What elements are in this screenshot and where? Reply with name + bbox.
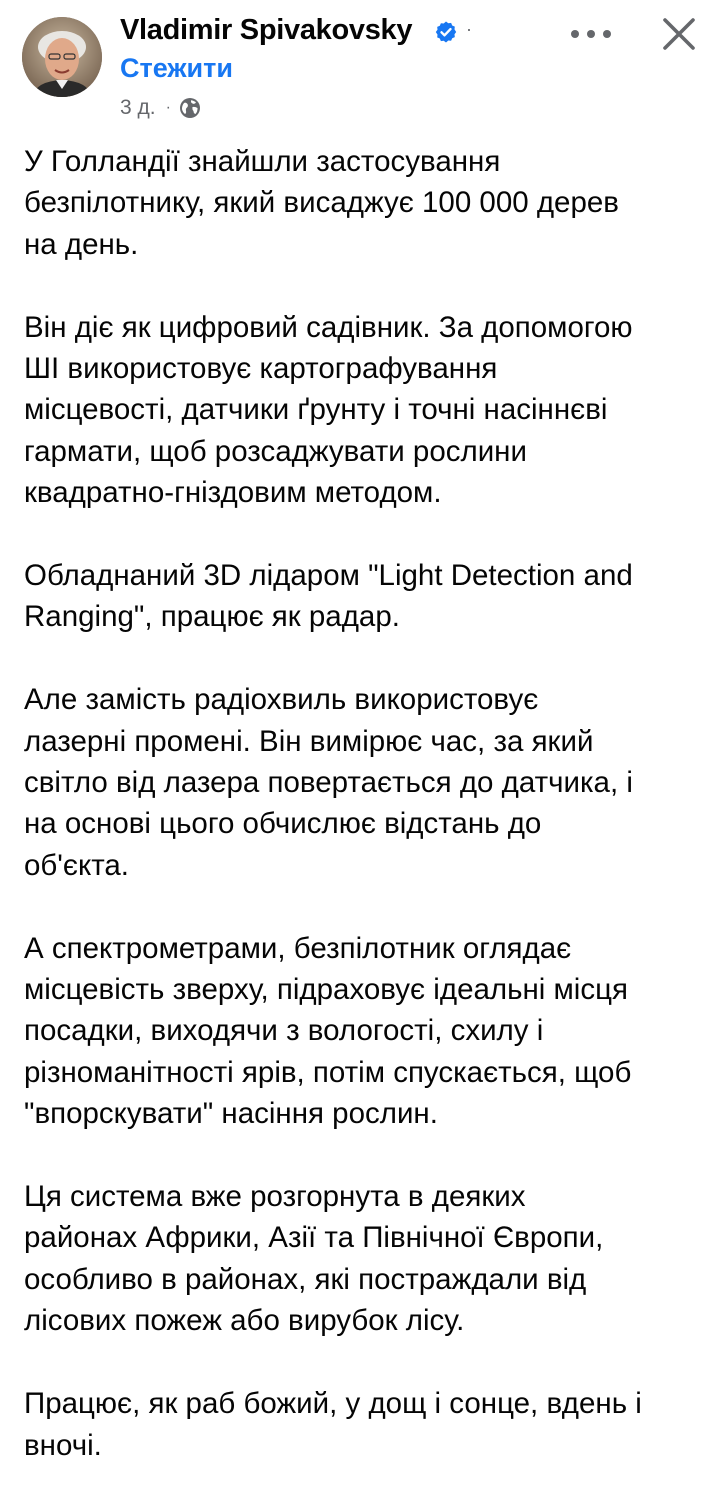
name-separator-dot: ·	[466, 19, 472, 39]
post-timestamp[interactable]: 3 д.	[120, 96, 156, 119]
follow-button[interactable]: Стежити	[120, 53, 233, 83]
post-paragraph: У Голландії знайшли застосування безпілотнику, який висаджує 100 000 дерев на день.	[24, 145, 619, 261]
post-meta	[120, 93, 201, 123]
post-header	[0, 0, 719, 135]
avatar-photo	[22, 17, 102, 97]
post-paragraph: Він діє як цифровий садівник. За допомогою ШІ використовує картографування місцевості, датчики ґрунту і точні насіннєві гармати, щоб розсаджувати рослини квадратно-гніздовим методом.	[24, 310, 633, 510]
post-paragraph: А спектрометрами, безпілотник оглядає місцевість зверху, підраховує ідеальні місця посадки, виходячи з вологості, схилу і різноманітності ярів, потім спускається, щоб "впорскувати" насіння рослин.	[24, 931, 632, 1131]
author-name[interactable]: Vladimir Spivakovsky	[120, 14, 413, 46]
post-paragraph: Обладнаний 3D лідаром "Light Detection and Ranging", працює як радар.	[24, 559, 633, 634]
post-paragraph: Працює, як раб божий, у дощ і сонце, вдень і вночі.	[24, 1387, 642, 1462]
post-paragraph: Але замість радіохвиль використовує лазерні промені. Він вимірює час, за який світло від лазера повертається до датчика, і на основі цього обчислює відстань до об'єкта.	[24, 683, 633, 882]
post-text	[24, 141, 704, 1507]
verified-badge-icon	[434, 20, 458, 44]
meta-separator: ·	[165, 99, 171, 116]
more-dots-icon	[569, 28, 613, 40]
globe-icon[interactable]	[179, 97, 201, 119]
avatar[interactable]	[22, 17, 102, 97]
close-icon	[662, 17, 696, 51]
post-paragraph: Ця система вже розгорнута в деяких районах Африки, Азії та Північної Європи, особливо в районах, які постраждали від лісових пожеж або вирубок лісу.	[24, 1180, 604, 1338]
close-button[interactable]	[654, 12, 704, 56]
more-options-button[interactable]	[566, 16, 616, 52]
